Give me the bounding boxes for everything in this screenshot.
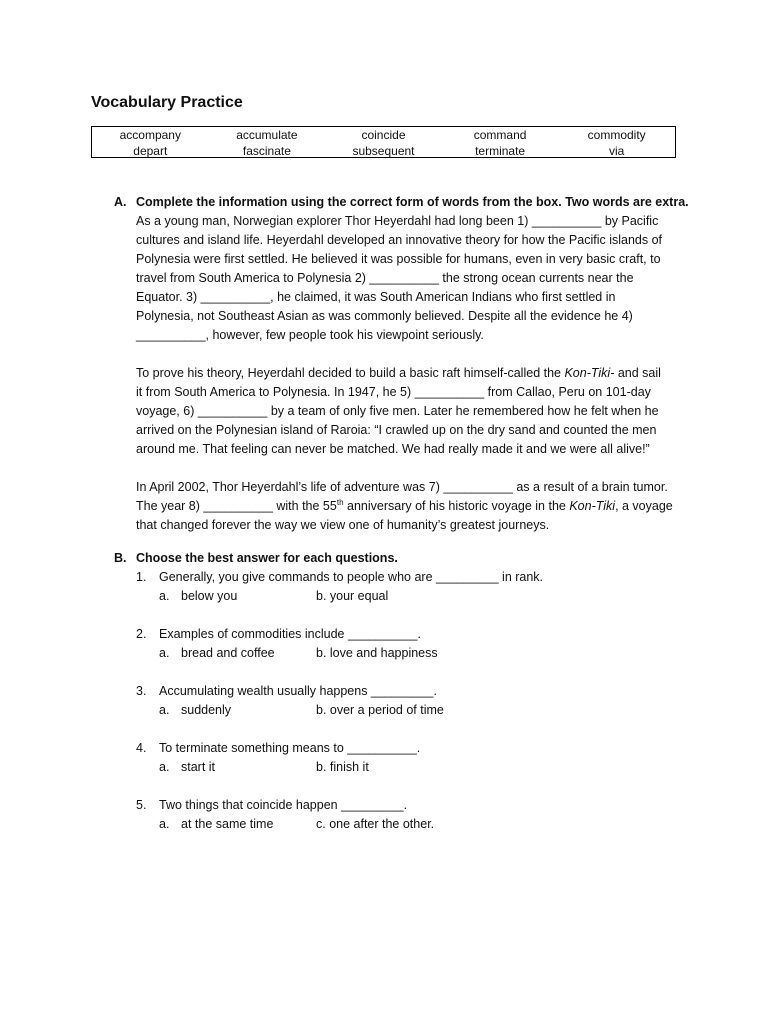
question-number: 1. (136, 570, 147, 584)
paragraph-line: In April 2002, Thor Heyerdahl’s life of adventure was 7) __________ as a result of a brain tumor. (136, 480, 668, 494)
word-cell: fascinate (242, 144, 291, 158)
text-run: , a voyage (615, 499, 673, 513)
paragraph-line: it from South America to Polynesia. In 1947, he 5) __________ from Callao, Peru on 101-day (136, 385, 651, 399)
paragraph-line: that changed forever the way we view one of humanity’s greatest journeys. (136, 518, 550, 532)
paragraph-line: Polynesia, not Southeast Asian as was commonly believed. Despite all the evidence he 4) (136, 309, 633, 323)
paragraph-line: voyage, 6) __________ by a team of only five men. Later he remembered how he felt when he (136, 404, 659, 418)
word-cell: accumulate (236, 128, 298, 142)
question-text: Generally, you give commands to people who are _________ in rank. (159, 570, 544, 584)
paragraph-line: cultures and island life. Heyerdahl developed an innovative theory for how the Pacific islands of (136, 233, 663, 247)
word-row-1 (92, 127, 675, 143)
text-run: and sail (614, 366, 661, 380)
paragraph-line (136, 364, 684, 383)
question (136, 739, 684, 758)
question (136, 682, 684, 701)
text-run: The year 8) __________ with the 55 (136, 499, 337, 513)
page-title: Vocabulary Practice (91, 94, 243, 111)
paragraph-line: Equator. 3) __________, he claimed, it was South American Indians who first settled in (136, 290, 616, 304)
word-cell: command (473, 128, 527, 142)
answer-options (136, 587, 684, 606)
word-cell: subsequent (352, 144, 415, 158)
option-b: b. your equal (316, 589, 389, 603)
section-b-body (136, 549, 684, 834)
question-text: Two things that coincide happen _________. (159, 798, 408, 812)
word-cell: accompany (119, 128, 181, 142)
question-text: Examples of commodities include __________. (159, 627, 421, 641)
option-label: a. (159, 817, 170, 831)
section-a-body (136, 193, 689, 535)
answer-options (136, 815, 684, 834)
superscript: th (336, 497, 344, 507)
text-run: anniversary of his historic voyage in the (343, 499, 570, 513)
question-number: 2. (136, 627, 147, 641)
option-b: b. over a period of time (316, 703, 444, 717)
answer-options (136, 758, 684, 777)
italic-title: Kon-Tiki (569, 499, 616, 513)
option-a: at the same time (181, 817, 274, 831)
option-a: suddenly (181, 703, 232, 717)
option-label: a. (159, 703, 170, 717)
option-label: a. (159, 760, 170, 774)
word-box (91, 126, 676, 158)
paragraph-line: __________, however, few people took his viewpoint seriously. (136, 328, 484, 342)
paragraph-line (136, 497, 684, 516)
option-a: start it (181, 760, 216, 774)
text-run: To prove his theory, Heyerdahl decided to build a basic raft himself-called the (136, 366, 565, 380)
word-row-2 (92, 143, 675, 159)
word-cell: via (609, 144, 625, 158)
answer-options (136, 644, 684, 663)
question-number: 4. (136, 741, 147, 755)
option-label: a. (159, 589, 170, 603)
question-text: Accumulating wealth usually happens _________. (159, 684, 437, 698)
question (136, 625, 684, 644)
option-a: below you (181, 589, 238, 603)
paragraph-line: travel from South America to Polynesia 2) __________ the strong ocean currents near the (136, 271, 634, 285)
word-cell: depart (133, 144, 168, 158)
question (136, 568, 684, 587)
option-label: a. (159, 646, 170, 660)
question-text: To terminate something means to __________. (159, 741, 421, 755)
question (136, 796, 684, 815)
option-b: c. one after the other. (316, 817, 435, 831)
option-a: bread and coffee (181, 646, 275, 660)
option-b: b. finish it (316, 760, 369, 774)
italic-title: Kon-Tiki- (564, 366, 615, 380)
option-b: b. love and happiness (316, 646, 438, 660)
paragraph-line: arrived on the Polynesian island of Raroia: “I crawled up on the dry sand and counted the men (136, 423, 657, 437)
word-cell: terminate (475, 144, 526, 158)
question-number: 5. (136, 798, 147, 812)
section-instruction: Complete the information using the correct form of words from the box. Two words are extra. (136, 195, 689, 209)
section-instruction: Choose the best answer for each questions. (136, 551, 398, 565)
paragraph-line: As a young man, Norwegian explorer Thor Heyerdahl had long been 1) __________ by Pacific (136, 214, 659, 228)
section-letter: A. (114, 195, 127, 209)
section-letter: B. (114, 551, 127, 565)
paragraph-line: around me. That feeling can never be matched. We had really made it and we were all alive!” (136, 442, 650, 456)
answer-options (136, 701, 684, 720)
word-cell: commodity (587, 128, 646, 142)
question-number: 3. (136, 684, 147, 698)
word-cell: coincide (361, 128, 406, 142)
paragraph-line: Polynesia were first settled. He believed it was possible for humans, even in very basic craft, to (136, 252, 661, 266)
